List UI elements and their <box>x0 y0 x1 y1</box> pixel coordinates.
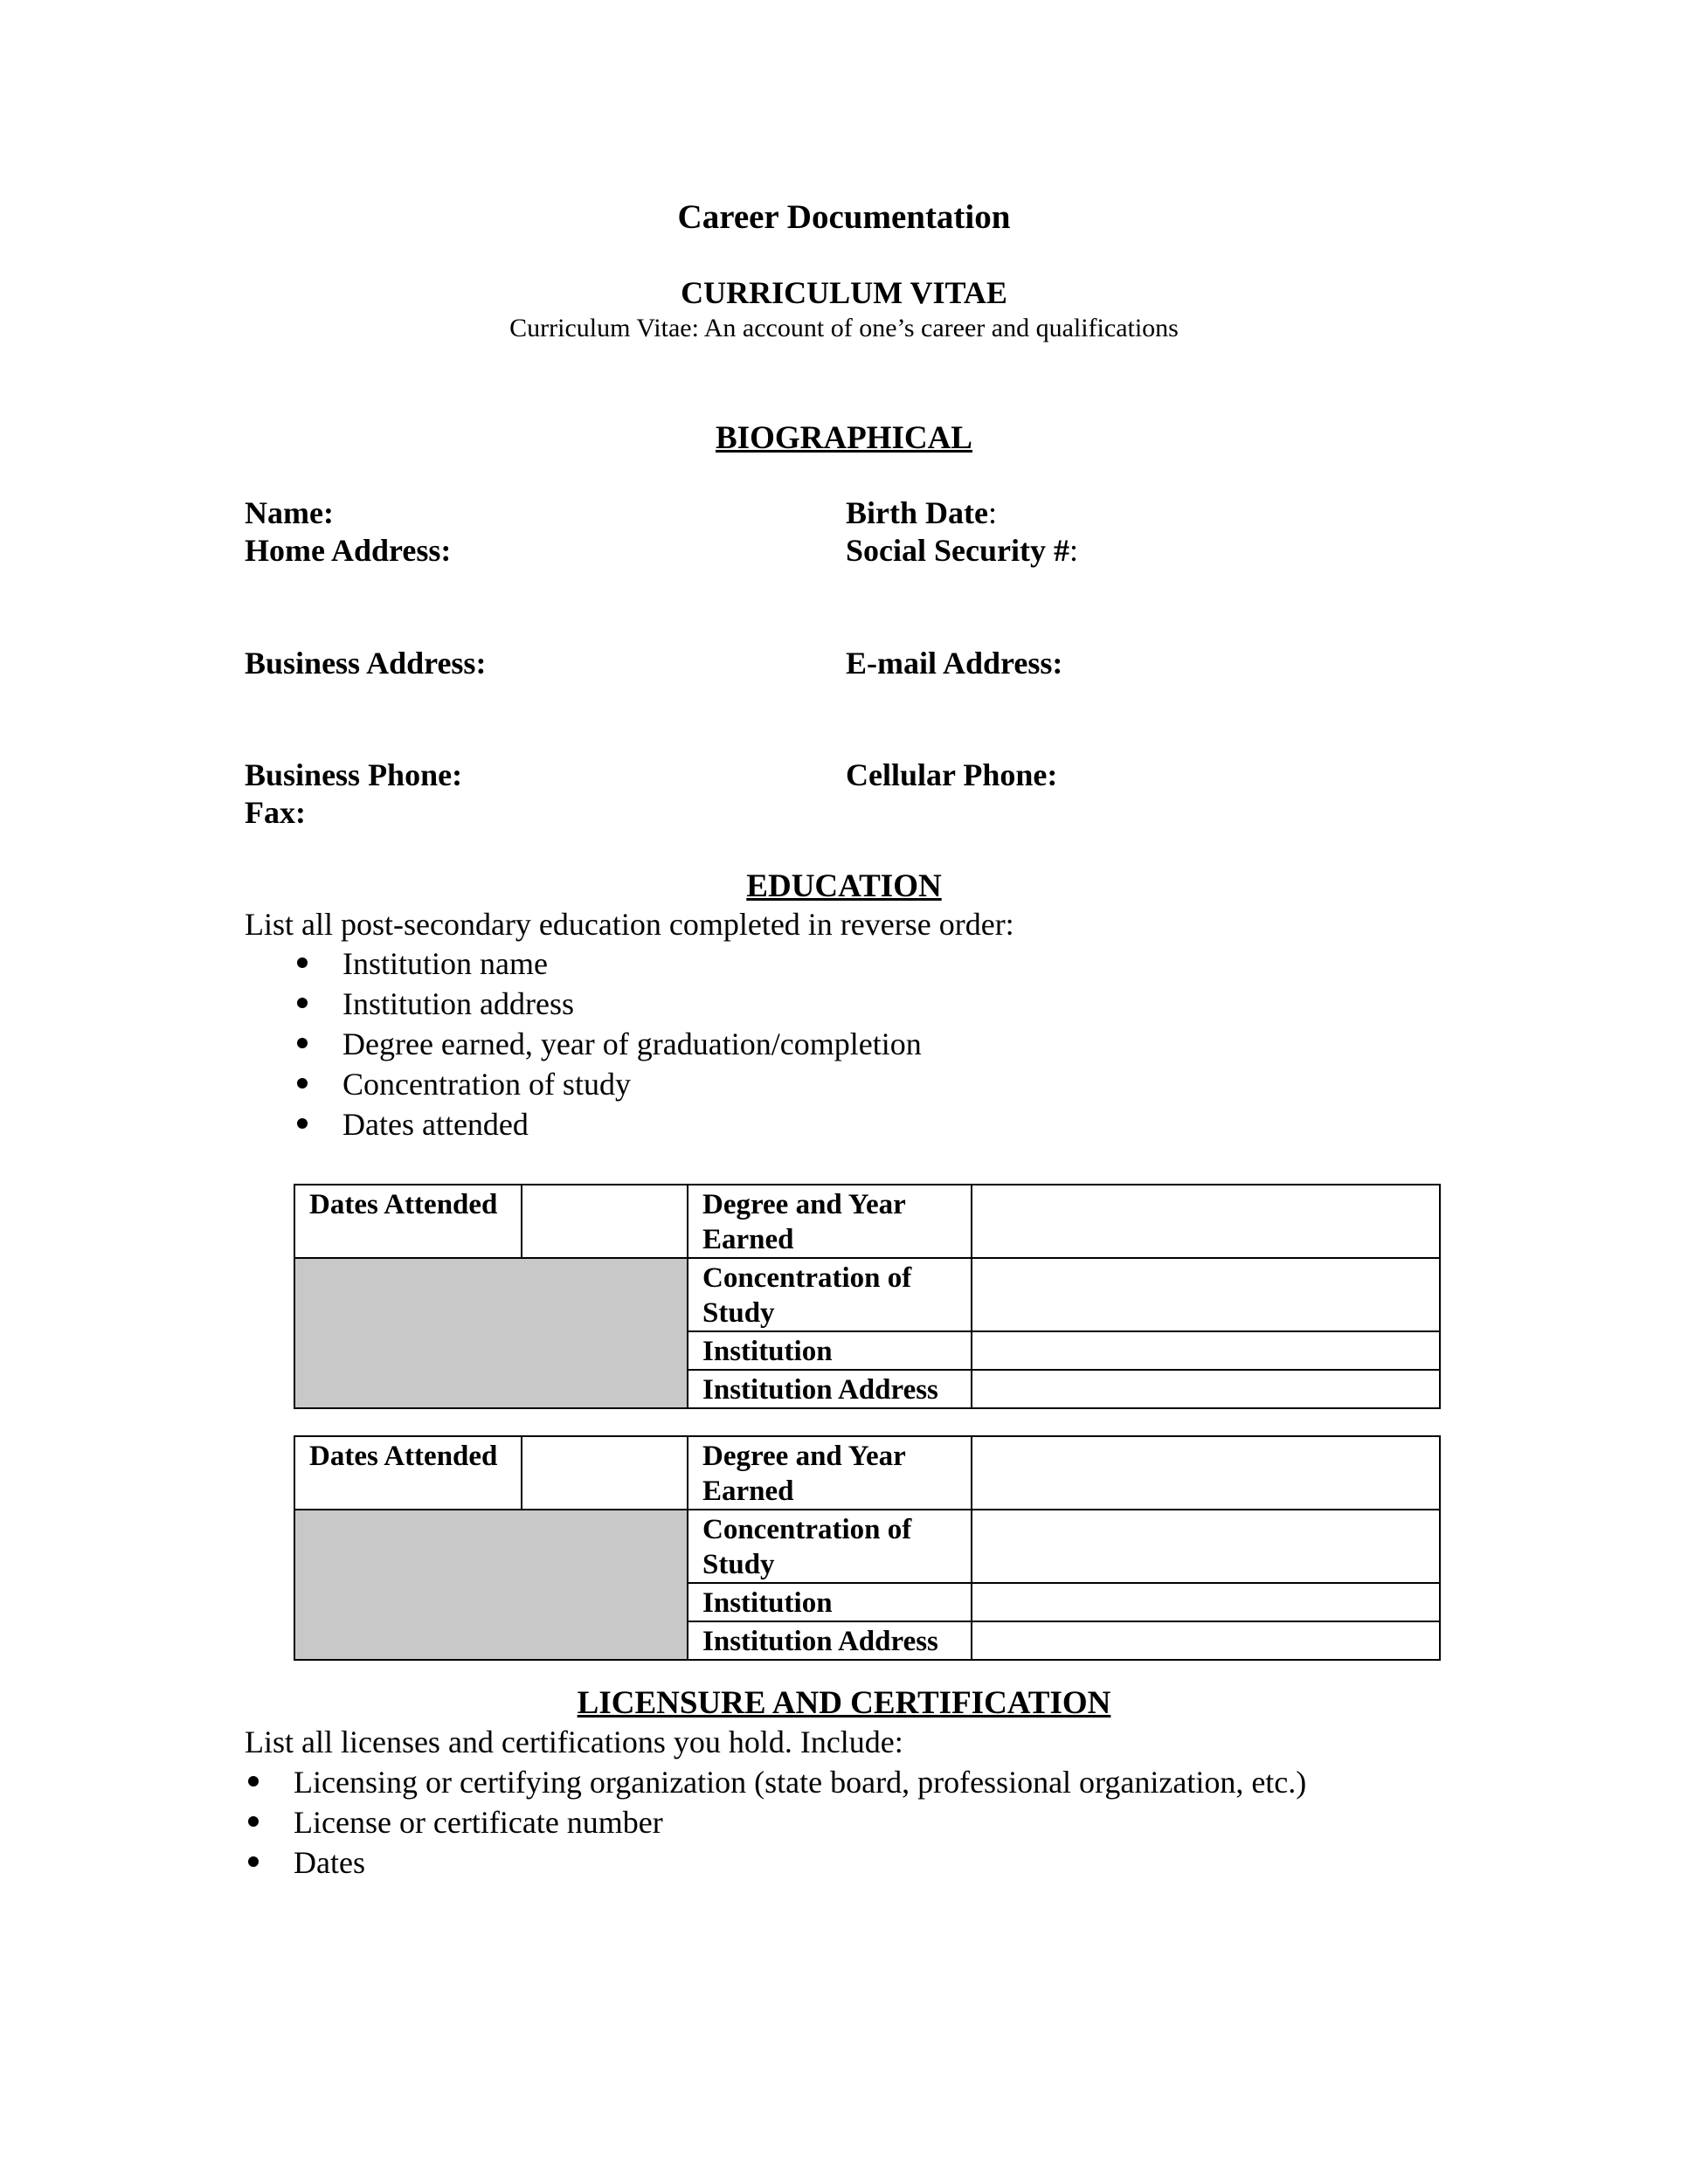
fax-label: Fax: <box>245 795 306 830</box>
education-bullet-item: Concentration of study <box>294 1064 922 1104</box>
ssn-label: Social Security #: <box>846 533 1078 568</box>
email-address-label: E-mail Address: <box>846 646 1063 681</box>
concentration-value-cell[interactable] <box>972 1510 1440 1583</box>
education-bullet-list <box>294 943 922 1144</box>
document-title: Career Documentation <box>677 198 1011 236</box>
institution-label: Institution <box>688 1583 972 1621</box>
home-address-label: Home Address: <box>245 533 452 568</box>
dates-attended-label: Dates Attended <box>294 1185 522 1258</box>
degree-year-value-cell[interactable] <box>972 1185 1440 1258</box>
bullet-icon <box>248 1816 259 1827</box>
institution-address-value-cell[interactable] <box>972 1370 1440 1408</box>
licensure-bullet-item: Dates <box>245 1842 1306 1883</box>
shaded-blank-cell <box>294 1510 688 1660</box>
bullet-icon <box>297 957 308 968</box>
bullet-icon <box>297 1078 308 1089</box>
concentration-label: Concentration of Study <box>688 1510 972 1583</box>
dates-attended-value-cell[interactable] <box>522 1185 688 1258</box>
education-bullet-item: Institution address <box>294 984 922 1024</box>
licensure-bullet-list <box>245 1762 1306 1883</box>
institution-address-label: Institution Address <box>688 1370 972 1408</box>
cv-subtitle: Curriculum Vitae: An account of one’s career and qualifications <box>509 314 1179 342</box>
licensure-bullet-item: License or certificate number <box>245 1802 1306 1842</box>
licensure-heading: LICENSURE AND CERTIFICATION <box>577 1685 1111 1721</box>
dates-attended-label: Dates Attended <box>294 1436 522 1510</box>
bullet-icon <box>297 1038 308 1048</box>
education-bullet-item: Dates attended <box>294 1104 922 1144</box>
education-entry-table-2 <box>294 1435 1441 1661</box>
education-entry-table-1 <box>294 1184 1441 1409</box>
education-heading: EDUCATION <box>746 868 942 904</box>
degree-year-label: Degree and Year Earned <box>688 1436 972 1510</box>
cv-heading: CURRICULUM VITAE <box>681 275 1007 310</box>
degree-year-label: Degree and Year Earned <box>688 1185 972 1258</box>
concentration-value-cell[interactable] <box>972 1258 1440 1331</box>
business-phone-label: Business Phone: <box>245 757 463 792</box>
cellular-phone-label: Cellular Phone: <box>846 757 1058 792</box>
institution-label: Institution <box>688 1331 972 1370</box>
education-intro: List all post-secondary education completed in reverse order: <box>245 907 1014 942</box>
bullet-icon <box>297 998 308 1008</box>
bullet-icon <box>248 1776 259 1787</box>
concentration-label: Concentration of Study <box>688 1258 972 1331</box>
institution-value-cell[interactable] <box>972 1331 1440 1370</box>
degree-year-value-cell[interactable] <box>972 1436 1440 1510</box>
education-bullet-item: Degree earned, year of graduation/completion <box>294 1024 922 1064</box>
education-bullet-item: Institution name <box>294 943 922 984</box>
licensure-bullet-item: Licensing or certifying organization (state board, professional organization, etc.) <box>245 1762 1306 1802</box>
business-address-label: Business Address: <box>245 646 487 681</box>
biographical-heading: BIOGRAPHICAL <box>716 420 972 456</box>
bullet-icon <box>248 1856 259 1867</box>
licensure-intro: List all licenses and certifications you hold. Include: <box>245 1724 903 1759</box>
shaded-blank-cell <box>294 1258 688 1408</box>
institution-address-label: Institution Address <box>688 1621 972 1660</box>
birth-date-label: Birth Date: <box>846 495 997 530</box>
institution-value-cell[interactable] <box>972 1583 1440 1621</box>
institution-address-value-cell[interactable] <box>972 1621 1440 1660</box>
bullet-icon <box>297 1118 308 1129</box>
name-label: Name: <box>245 495 334 530</box>
dates-attended-value-cell[interactable] <box>522 1436 688 1510</box>
